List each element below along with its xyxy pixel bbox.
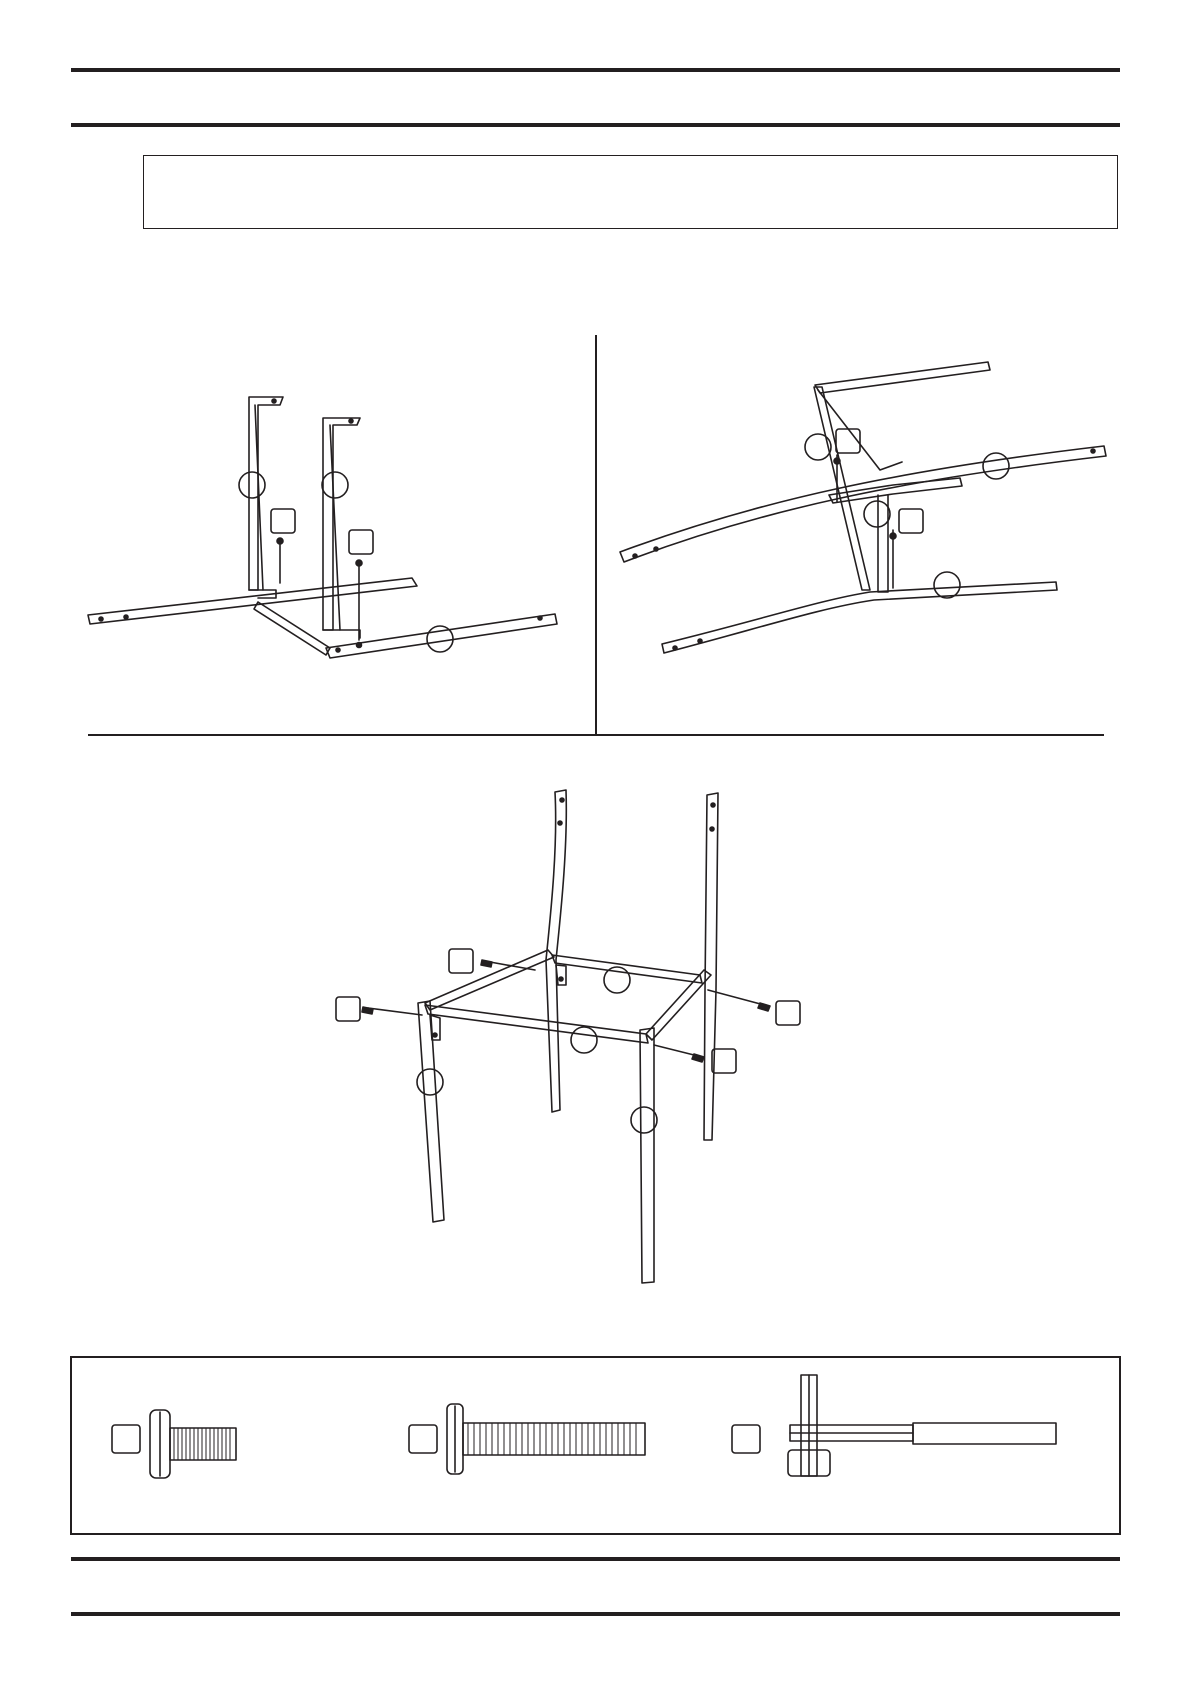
footer-rule-top — [71, 1557, 1120, 1561]
step-c-illustration — [336, 790, 800, 1283]
step-b-illustration — [620, 362, 1106, 653]
hardware-box — [70, 1356, 1121, 1535]
step-a-illustration — [88, 397, 557, 658]
footer-rule-bottom — [71, 1612, 1120, 1616]
